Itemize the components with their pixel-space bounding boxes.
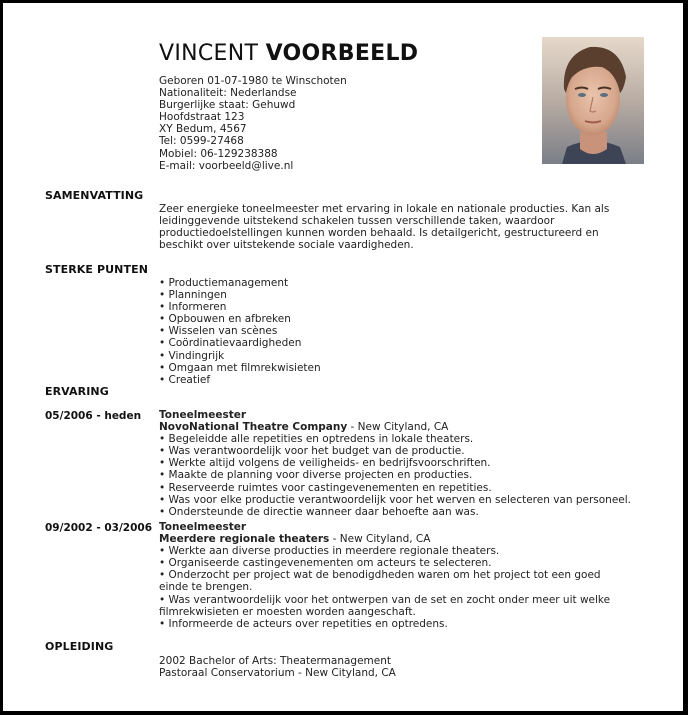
skill-item: • Productiemanagement [159, 277, 639, 289]
job-title: Toneelmeester [159, 521, 247, 533]
mobile: Mobiel: 06-129238388 [159, 147, 278, 160]
job-bullet: • Begeleidde alle repetities en optredens in lokale theaters. [159, 433, 639, 445]
job-bullet: • Informeerde de acteurs over repetities en optredens. [159, 618, 639, 630]
skill-item: • Wisselen van scènes [159, 325, 639, 337]
job-bullet: • Reserveerde ruimtes voor castingevenementen en repetities. [159, 482, 639, 494]
job-bullet: • Werkte aan diverse producties in meerdere regionale theaters. [159, 545, 639, 557]
job-bullet: • Was verantwoordelijk voor het ontwerpen van de set en zocht onder meer uit welke filmrekwisieten er moesten worden aangeschaft. [159, 594, 629, 618]
job-bullet: • Maakte de planning voor diverse projecten en producties. [159, 469, 639, 481]
job-period: 05/2006 - heden [45, 410, 142, 422]
skills-list-container [159, 277, 639, 386]
contact-details [159, 75, 347, 172]
job-entry [159, 521, 639, 630]
street-address: Hoofdstraat 123 [159, 111, 245, 124]
summary-line: beschikt over uitstekende sociale vaardigheden. [159, 239, 414, 252]
skill-item: • Opbouwen en afbreken [159, 313, 639, 325]
section-heading-skills: STERKE PUNTEN [45, 263, 149, 276]
section-heading-education: OPLEIDING [45, 640, 114, 653]
marital-status: Burgerlijke staat: Gehuwd [159, 99, 296, 112]
summary-line: Zeer energieke toneelmeester met ervaring in lokale en nationale producties. Kan als [159, 203, 610, 215]
skill-item: • Coördinatievaardigheden [159, 337, 639, 349]
job-title: Toneelmeester [159, 409, 247, 421]
skill-item: • Vindingrijk [159, 350, 639, 362]
job-entry [159, 409, 639, 518]
skill-item: • Creatief [159, 374, 639, 386]
institution: Pastoraal Conservatorium - New Cityland, CA [159, 667, 396, 680]
candidate-name [159, 41, 418, 66]
job-employer [159, 533, 639, 545]
job-bullet: • Organiseerde castingevenementen om acteurs te selecteren. [159, 557, 639, 569]
skill-item: • Planningen [159, 289, 639, 301]
job-bullet: • Was verantwoordelijk voor het budget van de productie. [159, 445, 639, 457]
section-heading-experience: ERVARING [45, 385, 109, 398]
degree: 2002 Bachelor of Arts: Theatermanagement [159, 655, 392, 667]
email: E-mail: voorbeeld@live.nl [159, 159, 294, 172]
summary-text [159, 203, 639, 251]
skills-list [159, 277, 639, 386]
education-text [159, 655, 639, 679]
job-employer [159, 421, 639, 433]
summary-line: leidinggevende uitstekend schakelen tussen verschillende taken, waardoor [159, 215, 555, 228]
skill-item: • Informeren [159, 301, 639, 313]
birth-info: Geboren 01-07-1980 te Winschoten [159, 75, 347, 87]
profile-photo [542, 37, 644, 164]
summary-line: productiedoelstellingen kunnen worden behaald. Is detailgericht, gestructureerd en [159, 227, 599, 240]
resume-page [3, 3, 683, 711]
job-bullet: • Ondersteunde de directie wanneer daar behoefte aan was. [159, 506, 639, 518]
job-bullet: • Was voor elke productie verantwoordelijk voor het werven en selecteren van personeel. [159, 494, 639, 506]
section-heading-summary: SAMENVATTING [45, 189, 144, 202]
job-period: 09/2002 - 03/2006 [45, 522, 153, 534]
job-location: - New Cityland, CA [329, 533, 431, 546]
city-postcode: XY Bedum, 4567 [159, 123, 247, 136]
portrait-image [542, 37, 644, 164]
company-name: NovoNational Theatre Company [159, 421, 348, 434]
company-name: Meerdere regionale theaters [159, 533, 330, 546]
phone: Tel: 0599-27468 [159, 135, 244, 148]
job-bullets [159, 433, 639, 518]
job-bullet: • Werkte altijd volgens de veiligheids- en bedrijfsvoorschriften. [159, 457, 639, 469]
skill-item: • Omgaan met filmrekwisieten [159, 362, 639, 374]
job-bullets [159, 545, 639, 630]
last-name: VOORBEELD [265, 41, 419, 66]
job-location: - New Cityland, CA [347, 421, 449, 434]
nationality: Nationaliteit: Nederlandse [159, 87, 297, 100]
job-bullet: • Onderzocht per project wat de benodigdheden waren om het project tot een goed einde te brengen. [159, 569, 629, 593]
first-name: VINCENT [159, 41, 259, 66]
